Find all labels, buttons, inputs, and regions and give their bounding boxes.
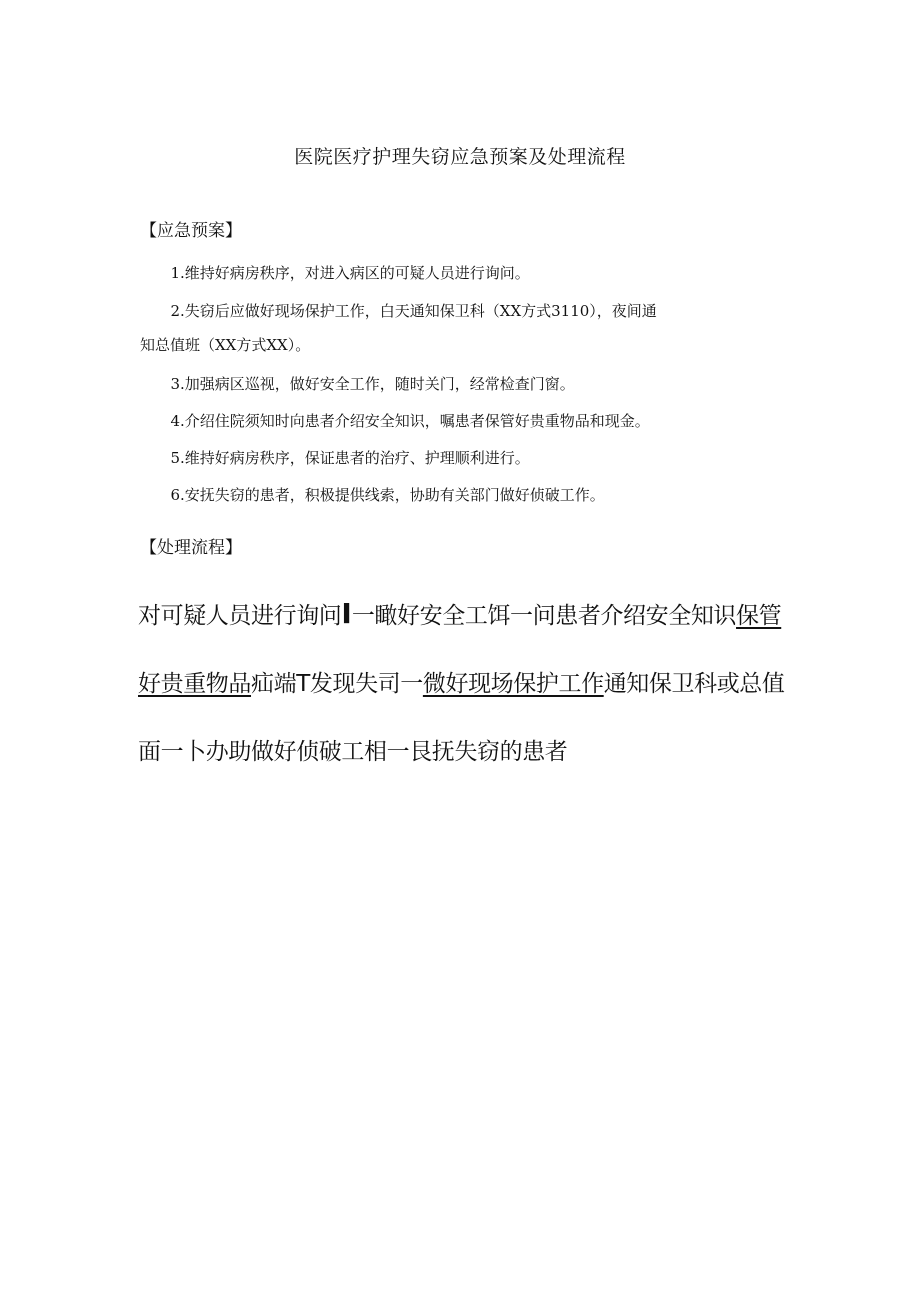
flow-segment-underlined: 微好现场保护工作: [422, 671, 604, 697]
flow-segment: 对可疑人员进行询问: [138, 603, 342, 629]
plan-item-text: .维持好病房秩序，对进入病区的可疑人员进行询问。: [180, 264, 530, 282]
plan-item-text: .安抚失窃的患者，积极提供线索，协助有关部门做好侦破工作。: [180, 486, 605, 504]
plan-item-number: 3: [170, 375, 180, 393]
plan-item-number: 1: [170, 264, 180, 282]
plan-item-text-continued: 知总值班（XX方式XX）。: [140, 336, 311, 354]
plan-item-1: [140, 256, 780, 290]
plan-item-number: 6: [170, 486, 180, 504]
plan-item-number: 2: [170, 302, 180, 320]
plan-item-3: [140, 367, 780, 401]
plan-item-text: .介绍住院须知时向患者介绍安全知识，嘱患者保管好贵重物品和现金。: [180, 412, 650, 430]
process-heading: 【处理流程】: [140, 538, 242, 558]
plan-item-text: .维持好病房秩序，保证患者的治疗、护理顺利进行。: [180, 449, 530, 467]
plan-item-text: .加强病区巡视，做好安全工作，随时关门，经常检查门窗。: [180, 375, 575, 393]
flow-segment: 一瞰好安全工饵一问患者介绍安全知识: [351, 603, 737, 629]
plan-item-number: 5: [170, 449, 180, 467]
plan-item-6: [140, 478, 780, 512]
plan-item-number: 4: [170, 412, 180, 430]
page-title: 医院医疗护理失窃应急预案及处理流程: [294, 146, 626, 168]
process-flow-text: [138, 580, 788, 786]
plan-item-2: [140, 294, 780, 362]
flow-segment: 疝端T发现失司一: [251, 671, 423, 697]
flow-separator-bar: I: [341, 597, 352, 630]
plan-item-5: [140, 441, 780, 475]
flow-segment-underlined: 保管好贵重物品: [138, 603, 782, 697]
plan-item-4: [140, 404, 780, 438]
flow-segment: 通知保卫科或总值面一卜办助做好侦破工相一艮抚失窃的患者: [138, 671, 785, 765]
plan-item-text: .失窃后应做好现场保护工作，白天通知保卫科（XX方式3110），夜间通: [180, 302, 657, 320]
emergency-plan-heading: 【应急预案】: [140, 221, 242, 241]
